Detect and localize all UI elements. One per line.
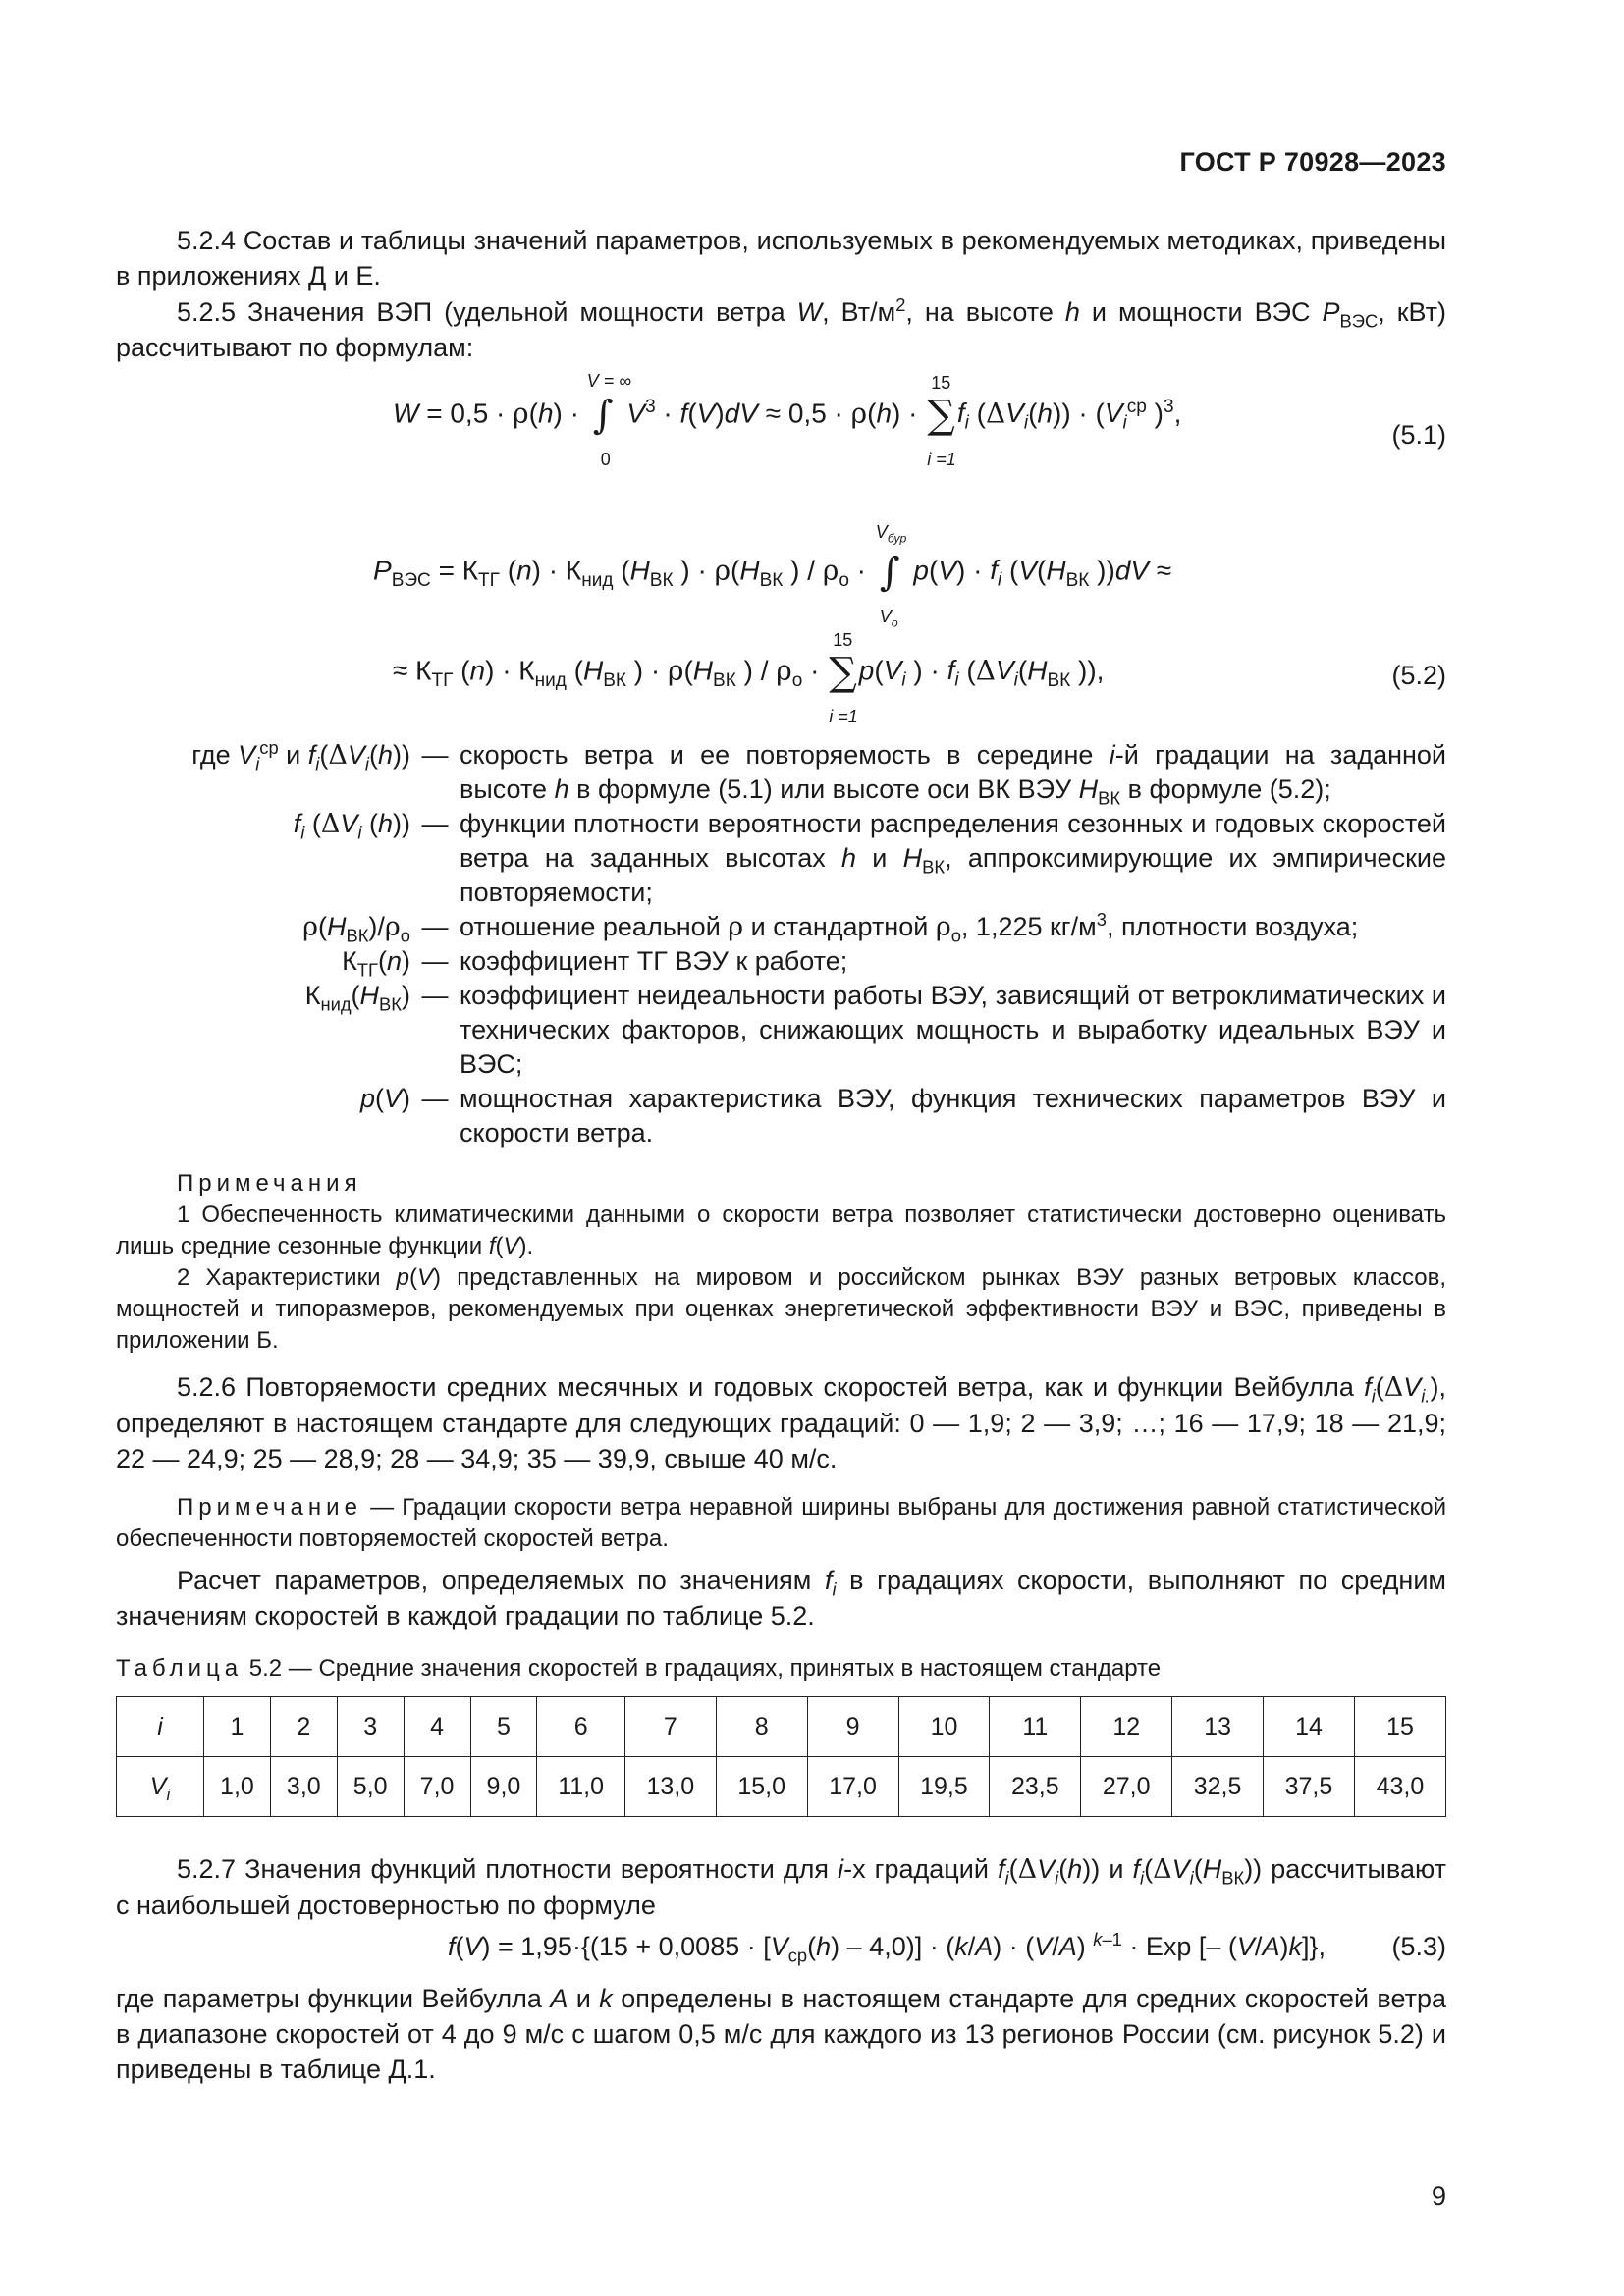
paragraph-5-2-4 [116,223,1446,294]
paragraph-calc-text: Расчет параметров, определяемых по значениям $f_i$ в градациях скорости, выполняют по средним значениям скоростей в каждой градации по таблице 5.2. [116,1566,1446,1630]
paragraph-5-2-5 [116,294,1446,365]
table-header-cell: i [117,1697,204,1757]
table-cell-v: 9,0 [470,1757,537,1817]
table-cell-i: 7 [624,1697,716,1757]
note-1: 1 Обеспеченность климатическими данными о скорости ветра позволяет статистически достоверно оценивать лишь средние сезонные функции f(V). [116,1201,1446,1259]
paragraph-5-2-6-text: 5.2.6 Повторяемости средних месячных и годовых скоростей ветра, как и функции Вейбулла $f_i(\Delta V_{i.})$, определяют в настоящем стандарте для следующих градаций: 0 — 1,9; 2 — 3,9; …; 16 — 17,9; 18 — 21,9; 22 — 24,9; 25 — 28,9; 28 — 34,9; 35 — 39,9, свыше 40 м/с. [116,1372,1446,1473]
definition-term: p(V) [359,1084,410,1113]
table-caption-text: 5.2 — Средние значения скоростей в градациях, принятых в настоящем стандарте [243,1655,1162,1682]
table-cell-i: 10 [898,1697,990,1757]
paragraph-5-2-7-text: 5.2.7 Значения функций плотности вероятности для i-х градаций $f_i(\Delta V_i(h))$ и $f_i(\Delta V_i(H_{ВК}))$ рассчитывают с наибольшей достоверностью по формуле [116,1854,1446,1920]
formula-5-3: $f(V) = 1,95\cdot\{(15 + 0,0085 \cdot [V_{ср}(h) - 4,0)] \cdot (k/A) \cdot (V/A)$ $^{k-1}$ · Exp [– (V/A)k]}, [448,1929,1326,1966]
definition-row: p(V) — мощностная характеристика ВЭУ, функция технических параметров ВЭУ и скорости ветра. [116,1082,1446,1150]
table-row-v [117,1757,1446,1817]
definition-row: где $V_i^{ср}$ и $f_i(\Delta V_i(h))$ — скорость ветра и ее повторяемость в середине i-й градации на заданной высоте h в формуле (5.1) или высоте оси ВК ВЭУ $H_{ВК}$ в формуле (5.2); [116,738,1446,807]
table-cell-v: 11,0 [537,1757,625,1817]
note-text: — Градации скорости ветра неравной ширины выбраны для достижения равной статистической обеспеченности повторяемостей скоростей ветра. [116,1494,1446,1552]
table-cell-v: 3,0 [270,1757,337,1817]
definition-term: $К_{нид}(H_{ВК})$ [304,981,410,1015]
table-cell-v: 37,5 [1264,1757,1355,1817]
table-cell-i: 12 [1081,1697,1172,1757]
definition-text: скорость ветра и ее повторяемость в середине i-й градации на заданной высоте h в формуле (5.1) или высоте оси ВК ВЭУ $H_{ВК}$ в формуле (5.2); [460,740,1447,809]
definition-text: коэффициент ТГ ВЭУ к работе; [460,946,848,976]
formula-5-2-line-2: ≈ $К_{ТГ}$ $(n) \cdot К_{нид}$ ($H_{ВК}$ ) · $\rho(H_{ВК}$ ) / $\rho_о$ · ∑ 15 i =1 $p(V_i$ ) · $f_i$ ($\Delta V_i(H_{ВК}$ )), [393,630,1105,726]
table-cell-i: 11 [990,1697,1081,1757]
table-cell-i: 13 [1172,1697,1264,1757]
definition-text: отношение реальной ρ и стандартной $\rho_о$, 1,225 $кг/м^3$, плотности воздуха; [460,909,1359,946]
table-cell-i: 14 [1264,1697,1355,1757]
paragraph-weibull [116,1981,1446,2087]
table-5-2 [116,1696,1446,1817]
table-cell-i: 5 [470,1697,537,1757]
table-cell-i: 9 [807,1697,898,1757]
document-page [116,0,1446,2296]
table-cell-v: 5,0 [337,1757,404,1817]
definition-term: $\rho(H_{ВК})/\rho_о$ [302,912,410,946]
document-header: ГОСТ Р 70928—2023 [1179,147,1446,177]
formula-5-1-number: (5.1) [1391,420,1446,450]
notes-title: Примечания [177,1170,362,1197]
definition-text: функции плотности вероятности распределения сезонных и годовых скоростей ветра на заданных высотах h и $H_{ВК}$, аппроксимирующие их эмпирические повторяемости; [460,809,1446,907]
table-cell-v: 43,0 [1354,1757,1445,1817]
table-cell-v: 27,0 [1081,1757,1172,1817]
definitions-list [116,738,1446,1150]
formula-5-2-number: (5.2) [1391,661,1446,690]
table-row-i [117,1697,1446,1757]
table-cell-i: 1 [204,1697,271,1757]
table-cell-i: 4 [404,1697,470,1757]
paragraph-5-2-4-text: 5.2.4 Состав и таблицы значений параметров, используемых в рекомендуемых методиках, приведены в приложениях Д и Е. [116,226,1446,291]
note-gradations [116,1492,1446,1555]
page-number: 9 [1431,2181,1446,2211]
definition-text: мощностная характеристика ВЭУ, функция технических параметров ВЭУ и скорости ветра. [460,1084,1446,1148]
note-2: 2 Характеристики p(V) представленных на мировом и российском рынках ВЭУ разных ветровых классов, мощностей и типоразмеров, рекомендуемых при оценках энергетической эффективности ВЭУ и ВЭС, приведены в приложении Б. [116,1264,1446,1354]
definition-row: $К_{нид}(H_{ВК})$ — коэффициент неидеальности работы ВЭУ, зависящий от ветроклиматических и технических факторов, снижающих мощность и выработку идеальных ВЭУ и ВЭС; [116,979,1446,1082]
definition-term: $К_{ТГ}(n)$ [342,946,410,981]
paragraph-5-2-7 [116,1851,1446,1923]
definition-term: где $V_i^{ср}$ и $f_i(\Delta V_i(h))$ [191,737,410,774]
table-caption [116,1655,1446,1682]
table-cell-v: 17,0 [807,1757,898,1817]
notes-block [116,1168,1446,1357]
table-cell-i: 15 [1354,1697,1445,1757]
table-header-cell: $V_i$ [117,1757,204,1817]
table-cell-i: 3 [337,1697,404,1757]
definition-row: $К_{ТГ}(n)$ — коэффициент ТГ ВЭУ к работе; [116,944,1446,979]
definition-term: $f_i$ ($\Delta V_i$ (h)) [293,809,410,843]
table-cell-v: 15,0 [716,1757,807,1817]
table-cell-v: 32,5 [1172,1757,1264,1817]
definition-text: коэффициент неидеальности работы ВЭУ, зависящий от ветроклиматических и технических факторов, снижающих мощность и выработку идеальных ВЭУ и ВЭС; [460,981,1446,1079]
formula-5-1: W = 0,5 · ρ(h) · ∫ V = ∞ 0 $V^3 \cdot f(V)dV \approx 0,5 \cdot \rho(h)$ · ∑ 15 i =1 $f_i$ $(\Delta V_i(h)) \cdot (V_i^{ср}$ )$^3$, [393,371,1182,469]
table-cell-v: 7,0 [404,1757,470,1817]
paragraph-5-2-6 [116,1369,1446,1476]
paragraph-weibull-text: где параметры функции Вейбулла A и k определены в настоящем стандарте для средних скоростей ветра в диапазоне скоростей от 4 до 9 м/с с шагом 0,5 м/с для каждого из 13 регионов России (см. рисунок 5.2) и приведены в таблице Д.1. [116,1984,1446,2084]
formula-5-2-line-1: $P_{ВЭС} = К_{ТГ}$ $(n) \cdot К_{нид}$ ($H_{ВК}$ ) · $\rho(H_{ВК}$ ) / $\rho_о$ · ∫ $V_{бур}$ $V_о$ $p(V) \cdot f_i$ ($V(H_{ВК}$ ))dV ≈ [373,522,1172,630]
paragraph-5-2-5-text: 5.2.5 Значения ВЭП (удельной мощности ветра W, $Вт/м^2$, на высоте h и мощности ВЭС $P_{ВЭС}$, кВт) рассчитывают по формулам: [116,294,1447,362]
table-cell-v: 1,0 [204,1757,271,1817]
definition-row: $f_i$ ($\Delta V_i$ (h)) — функции плотности вероятности распределения сезонных и годовых скоростей ветра на заданных высотах h и $H_{ВК}$, аппроксимирующие их эмпирические повторяемости; [116,807,1446,910]
table-cell-i: 8 [716,1697,807,1757]
formula-5-3-number: (5.3) [1391,1932,1446,1961]
table-cell-i: 2 [270,1697,337,1757]
table-cell-v: 23,5 [990,1757,1081,1817]
definition-row: $\rho(H_{ВК})/\rho_о$ — отношение реальной ρ и стандартной $\rho_о$, 1,225 $кг/м^3$, плотности воздуха; [116,910,1446,944]
table-cell-v: 13,0 [624,1757,716,1817]
paragraph-calc [116,1563,1446,1633]
table-cell-i: 6 [537,1697,625,1757]
table-cell-v: 19,5 [898,1757,990,1817]
note-label: Примечание [177,1494,362,1521]
table-label: Таблица [116,1655,244,1682]
